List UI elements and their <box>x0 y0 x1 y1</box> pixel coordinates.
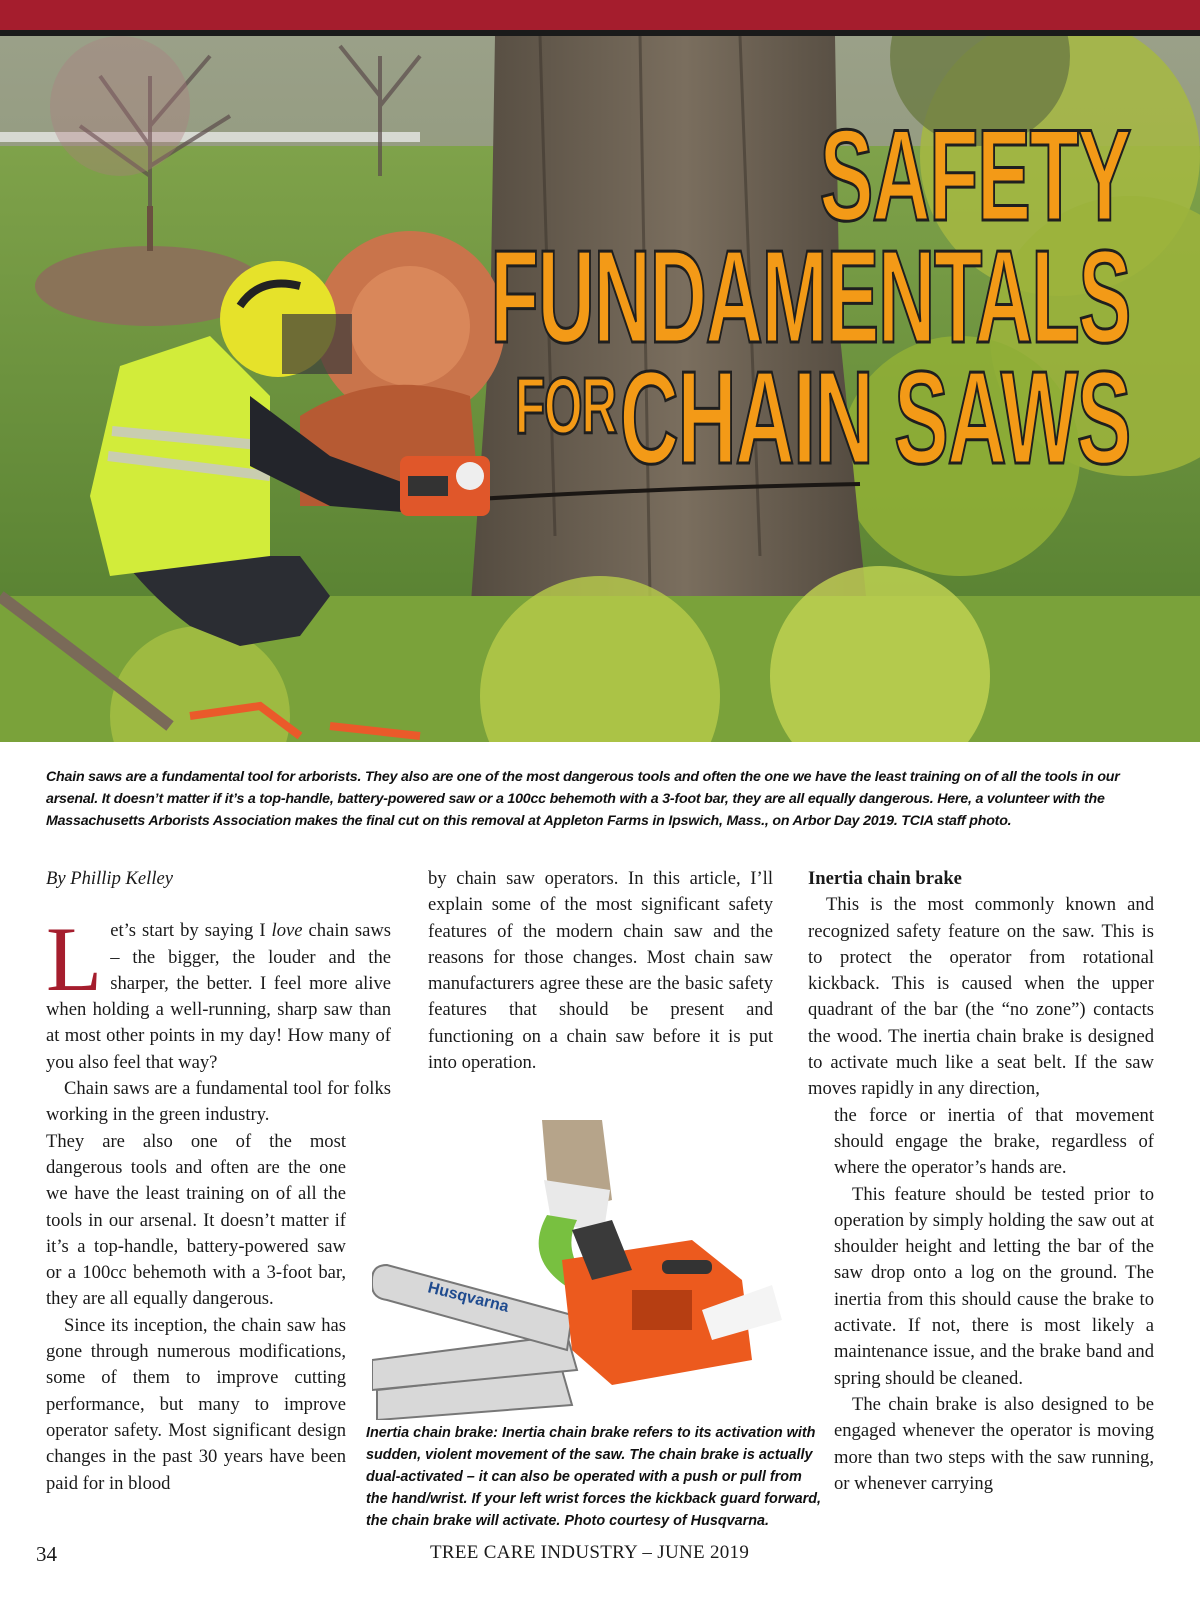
paragraph-3: Since its inception, the chain saw has gone through numerous modifications, some of them to improve cutting performance, but many to improve operator safety. Most significant design changes in the past 30 years have been paid for in blood <box>46 1314 346 1494</box>
top-color-bar <box>0 0 1200 30</box>
headline-for: FOR <box>514 361 616 451</box>
chain-saw-caption: Inertia chain brake: Inertia chain brake refers to its activation with sudden, violent movement of the saw. The chain brake is actually dual-activated – it can also be operated with a push or pull from the hand/wrist. If your left wrist forces the kickback guard forward, the chain brake will activate. Photo courtesy of Husqvarna. <box>366 1425 822 1529</box>
paragraph-5b: the force or inertia of that movement should engage the brake, regardless of where the operator’s hands are. <box>834 1104 1154 1179</box>
chain-saw-illustration <box>372 1120 792 1420</box>
hero-photo <box>0 36 1200 742</box>
saw-brand-label: Husqvarna <box>426 1279 511 1316</box>
paragraph-6: This feature should be tested prior to operation by simply holding the saw out at shoulder height and letting the bar of the saw drop onto a log on the ground. The inertia from this should cause the brake to activate. If not, there is most likely a maintenance issue, and the brake band and spring should be cleaned. <box>834 1183 1154 1389</box>
headline-chain-saws: CHAIN SAWS <box>619 344 1130 492</box>
headline-line-2: FUNDAMENTALS <box>490 222 1130 370</box>
article-column-2 <box>428 866 773 1076</box>
page-number: 34 <box>36 1542 57 1566</box>
paragraph-7: The chain brake is also designed to be engaged whenever the operator is moving more than two steps with the saw running, or whenever carrying <box>834 1393 1154 1494</box>
paragraph-5: This is the most commonly known and recognized safety feature on the saw. This is to protect the operator from rotational kickback. This is caused when the upper quadrant of the bar (the “no zone”) contacts the wood. The inertia chain brake is designed to activate much like a seat belt. If the saw moves rapidly in any direction, <box>808 894 1154 1100</box>
publication-footer: TREE CARE INDUSTRY – JUNE 2019 <box>430 1542 750 1563</box>
paragraph-2b: They are also one of the most dangerous tools and often are the one we have the least training on of all the tools in our arsenal. It doesn’t matter if it’s a top-handle, battery-powered saw or a 100cc behemoth with a 3-foot bar, they are all equally dangerous. <box>46 1130 346 1310</box>
paragraph-4: by chain saw operators. In this article, I’ll explain some of the most significant safety features of the modern chain saw and the reasons for those changes. Most chain saw manufacturers agree these are the basic safety features that should be present and functioning on a chain saw before it is put into operation. <box>428 868 773 1074</box>
headline-line-1: SAFETY <box>819 102 1130 248</box>
drop-cap: L <box>46 908 103 1011</box>
subhead-inertia-chain-brake: Inertia chain brake <box>808 868 962 889</box>
article-column-3 <box>808 866 1154 1497</box>
intro-paragraph <box>46 908 392 1076</box>
chain-saw-photo <box>372 1120 792 1420</box>
paragraph-2a: Chain saws are a fundamental tool for folks working in the green industry. <box>46 1078 391 1126</box>
hero-caption: Chain saws are a fundamental tool for arborists. They also are one of the most dangerous tools and often the one we have the least training on of all the tools in our arsenal. It doesn’t matter if it’s a top-handle, battery-powered saw or a 100cc behemoth with a 3-foot bar, they are all equally dangerous. Here, a volunteer with the Massachusetts Arborists Association makes the final cut on this removal at Appleton Farms in Ipswich, Mass., on Arbor Day 2019. TCIA staff photo. <box>46 769 1120 829</box>
byline: By Phillip Kelley <box>46 868 174 889</box>
headline-line-3 <box>469 344 1130 492</box>
article-column-1 <box>46 866 391 1497</box>
intro-text-a: et’s start by saying I <box>110 920 272 942</box>
headline <box>64 102 1130 492</box>
intro-text-b: chain saws – the bigger, the louder and the sharper, the better. I feel more alive when holding a well-running, sharp saw than at most other points in my day! How many of you also feel that way? <box>46 920 392 1073</box>
intro-emphasis: love <box>271 920 303 942</box>
